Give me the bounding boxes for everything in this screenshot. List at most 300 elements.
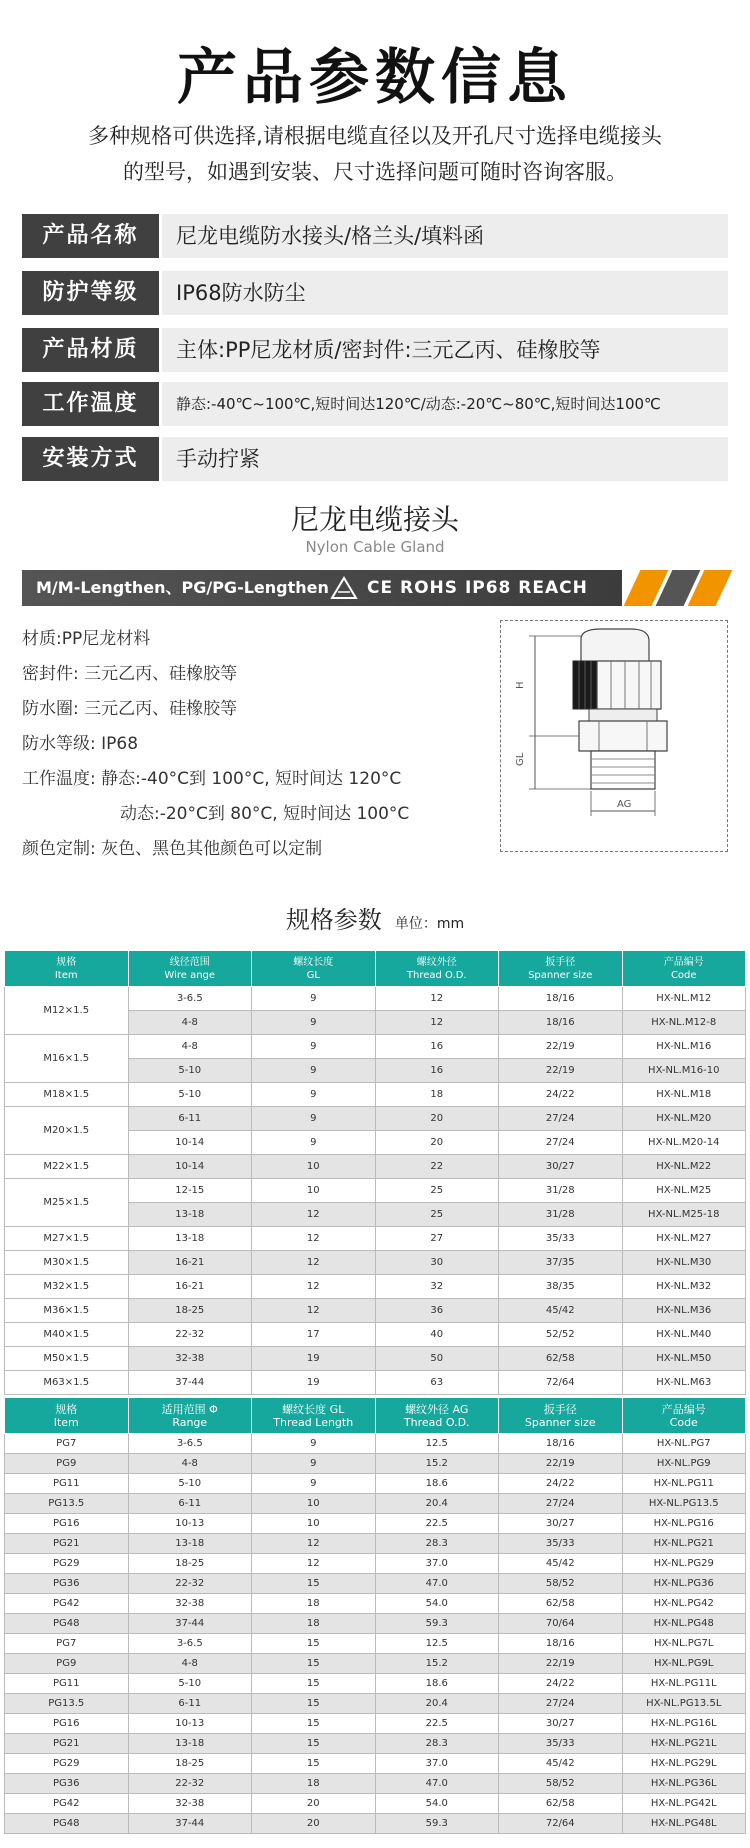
table-row	[5, 1614, 746, 1634]
table-cell: 35/33	[499, 1734, 623, 1754]
banner-series-text: M/M-Lengthen、PG/PG-Lengthen	[36, 578, 329, 597]
table-cell: 24/22	[499, 1083, 623, 1107]
table-cell: 35/33	[499, 1534, 623, 1554]
header-cn: 产品编号	[663, 956, 704, 968]
header-en: Thread Length	[273, 1415, 354, 1429]
table-cell: 22/19	[499, 1059, 623, 1083]
intro-line-1: 多种规格可供选择,请根据电缆直径以及开孔尺寸选择电缆接头	[88, 124, 662, 148]
table-cell: 40	[375, 1323, 499, 1347]
param-value: 主体:PP尼龙材质/密封件:三元乙丙、硅橡胶等	[162, 328, 728, 372]
table-cell: 20.4	[375, 1694, 499, 1714]
spec-temp-dynamic: 动态:-20°C到 80°C, 短时间达 100°C	[120, 804, 410, 824]
table-cell: 18	[252, 1594, 376, 1614]
table-cell: HX-NL.PG7	[622, 1434, 746, 1454]
spec-title: 规格参数	[285, 906, 382, 934]
header-en: Item	[54, 969, 78, 981]
table-cell: 9	[252, 1011, 376, 1035]
param-label: 安装方式	[22, 437, 159, 481]
table-header-cell	[375, 951, 499, 987]
table-cell: HX-NL.M20	[622, 1107, 746, 1131]
table-cell: 9	[252, 1434, 376, 1454]
table-cell: 30/27	[499, 1155, 623, 1179]
table-cell: HX-NL.M18	[622, 1083, 746, 1107]
table-cell: HX-NL.PG42L	[622, 1794, 746, 1814]
table-row	[5, 1514, 746, 1534]
table-row	[5, 1474, 746, 1494]
spec-seal: 密封件: 三元乙丙、硅橡胶等	[22, 664, 238, 684]
table-cell: 10-13	[128, 1514, 252, 1534]
header-cn: 螺纹外径	[416, 956, 457, 968]
item-cell: M36×1.5	[5, 1299, 129, 1323]
table-cell: 18/16	[499, 1011, 623, 1035]
table-header-cell	[128, 951, 252, 987]
table-cell: 5-10	[128, 1083, 252, 1107]
table-cell: 27	[375, 1227, 499, 1251]
table-cell: 22	[375, 1155, 499, 1179]
table-cell: PG9	[5, 1454, 129, 1474]
table-cell: 19	[252, 1347, 376, 1371]
table-cell: 28.3	[375, 1734, 499, 1754]
table-cell: 10-14	[128, 1131, 252, 1155]
table-row	[5, 987, 746, 1011]
header-cn: 螺纹长度 GL	[282, 1402, 345, 1416]
table-cell: 3-6.5	[128, 1434, 252, 1454]
table-cell: 15.2	[375, 1454, 499, 1474]
table-header-cell	[5, 1398, 129, 1434]
page-title: 产品参数信息	[177, 43, 573, 113]
table-row	[5, 1654, 746, 1674]
table-cell: 10	[252, 1155, 376, 1179]
spec-gasket: 防水圈: 三元乙丙、硅橡胶等	[22, 699, 238, 719]
table-row	[5, 1083, 746, 1107]
table-row	[5, 1674, 746, 1694]
item-cell: M22×1.5	[5, 1155, 129, 1179]
table-cell: 32	[375, 1275, 499, 1299]
param-value: IP68防水防尘	[162, 271, 728, 315]
table-cell: 4-8	[128, 1011, 252, 1035]
table-row	[5, 1035, 746, 1059]
ag-label: AG	[617, 799, 632, 810]
table-cell: 12	[252, 1203, 376, 1227]
header-en: Code	[669, 1415, 698, 1429]
table-cell: PG48	[5, 1814, 129, 1834]
item-cell: M40×1.5	[5, 1323, 129, 1347]
table-header-cell	[499, 951, 623, 987]
table-cell: 15	[252, 1574, 376, 1594]
table-cell: 22-32	[128, 1323, 252, 1347]
table-cell: 27/24	[499, 1494, 623, 1514]
table-cell: 5-10	[128, 1674, 252, 1694]
table-cell: PG16	[5, 1714, 129, 1734]
table-cell: 9	[252, 1083, 376, 1107]
table-cell: 12	[375, 987, 499, 1011]
table-cell: 15	[252, 1754, 376, 1774]
header-en: Code	[670, 969, 697, 981]
table-cell: PG7	[5, 1434, 129, 1454]
table-row	[5, 1323, 746, 1347]
product-subtitle: Nylon Cable Gland	[305, 538, 445, 556]
table-cell: 62/58	[499, 1794, 623, 1814]
table-cell: 15	[252, 1634, 376, 1654]
table-cell: HX-NL.M50	[622, 1347, 746, 1371]
table-cell: 22/19	[499, 1454, 623, 1474]
table-cell: 4-8	[128, 1654, 252, 1674]
table-cell: PG36	[5, 1774, 129, 1794]
table-header-cell	[622, 1398, 746, 1434]
metric-spec-table	[4, 950, 746, 1395]
table-cell: 58/52	[499, 1774, 623, 1794]
table-cell: 6-11	[128, 1494, 252, 1514]
table-cell: 15	[252, 1674, 376, 1694]
table-cell: 15	[252, 1694, 376, 1714]
table-row	[5, 1227, 746, 1251]
table-cell: 45/42	[499, 1554, 623, 1574]
table-cell: 3-6.5	[128, 987, 252, 1011]
table-cell: 12	[252, 1554, 376, 1574]
header-en: GL	[306, 969, 320, 981]
table-row	[5, 1179, 746, 1203]
warning-triangle-icon	[330, 576, 358, 600]
table-row	[5, 1275, 746, 1299]
table-cell: 45/42	[499, 1299, 623, 1323]
cable-gland-diagram	[501, 621, 726, 850]
item-cell: M20×1.5	[5, 1107, 129, 1155]
table-cell: HX-NL.PG48	[622, 1614, 746, 1634]
table-cell: PG36	[5, 1574, 129, 1594]
param-label: 产品名称	[22, 214, 159, 258]
header-cn: 规格	[56, 956, 77, 968]
table-cell: 12.5	[375, 1434, 499, 1454]
table-cell: 9	[252, 1131, 376, 1155]
table-row	[5, 1754, 746, 1774]
table-cell: HX-NL.PG36L	[622, 1774, 746, 1794]
table-cell: 17	[252, 1323, 376, 1347]
table-row	[5, 1734, 746, 1754]
table-cell: 18-25	[128, 1554, 252, 1574]
table-cell: 15	[252, 1714, 376, 1734]
table-cell: 20.4	[375, 1494, 499, 1514]
param-label: 产品材质	[22, 328, 159, 372]
table-cell: 9	[252, 1454, 376, 1474]
header-en: Range	[172, 1415, 208, 1429]
table-cell: 37.0	[375, 1754, 499, 1774]
table-cell: 32-38	[128, 1347, 252, 1371]
item-cell: M18×1.5	[5, 1083, 129, 1107]
header-en: Item	[53, 1415, 79, 1429]
header-en: Wire ange	[164, 969, 216, 981]
table-cell: 28.3	[375, 1534, 499, 1554]
table-row	[5, 1454, 746, 1474]
table-cell: 4-8	[128, 1035, 252, 1059]
table-cell: 12.5	[375, 1634, 499, 1654]
item-cell: M27×1.5	[5, 1227, 129, 1251]
table-cell: HX-NL.M36	[622, 1299, 746, 1323]
table-cell: PG13.5	[5, 1494, 129, 1514]
table-header-cell	[499, 1398, 623, 1434]
table-cell: 37-44	[128, 1371, 252, 1395]
table-cell: HX-NL.PG29	[622, 1554, 746, 1574]
table-cell: 18/16	[499, 1434, 623, 1454]
pg-spec-table	[4, 1397, 746, 1834]
intro-text	[40, 118, 710, 190]
table-cell: 22-32	[128, 1774, 252, 1794]
table-cell: 22-32	[128, 1574, 252, 1594]
table-cell: PG21	[5, 1734, 129, 1754]
table-row	[5, 1794, 746, 1814]
table-header-cell	[252, 951, 376, 987]
header-cn: 扳手径	[543, 1402, 577, 1416]
table-cell: 22.5	[375, 1714, 499, 1734]
table-cell: 18/16	[499, 1634, 623, 1654]
table-cell: HX-NL.PG29L	[622, 1754, 746, 1774]
table-cell: 32-38	[128, 1794, 252, 1814]
gl-label: GL	[515, 752, 526, 766]
table-cell: 10-13	[128, 1714, 252, 1734]
table-cell: 70/64	[499, 1614, 623, 1634]
table-cell: 13-18	[128, 1203, 252, 1227]
table-cell: PG42	[5, 1794, 129, 1814]
table-cell: HX-NL.PG9L	[622, 1654, 746, 1674]
table-cell: 12	[375, 1011, 499, 1035]
table-row	[5, 1774, 746, 1794]
table-cell: 30/27	[499, 1714, 623, 1734]
intro-line-2: 的型号，如遇到安装、尺寸选择问题可随时咨询客服。	[123, 160, 627, 184]
table-cell: 20	[252, 1794, 376, 1814]
table-cell: 22/19	[499, 1035, 623, 1059]
table-cell: 20	[252, 1814, 376, 1834]
param-row-name	[22, 214, 728, 258]
header-en: Spanner size	[528, 969, 593, 981]
table-cell: 45/42	[499, 1754, 623, 1774]
table-cell: 30/27	[499, 1514, 623, 1534]
h-label: H	[515, 681, 526, 689]
table-cell: 50	[375, 1347, 499, 1371]
table-cell: 20	[375, 1131, 499, 1155]
param-row-temperature	[22, 382, 728, 426]
spec-color: 颜色定制: 灰色、黑色其他颜色可以定制	[22, 839, 323, 859]
item-cell: M63×1.5	[5, 1371, 129, 1395]
table-cell: 12	[252, 1275, 376, 1299]
table-cell: 59.3	[375, 1614, 499, 1634]
table-cell: HX-NL.M32	[622, 1275, 746, 1299]
table-cell: 47.0	[375, 1774, 499, 1794]
table-cell: HX-NL.M16-10	[622, 1059, 746, 1083]
table-row	[5, 1251, 746, 1275]
table-cell: 35/33	[499, 1227, 623, 1251]
table-cell: 72/64	[499, 1814, 623, 1834]
table-cell: PG7	[5, 1634, 129, 1654]
table-cell: 19	[252, 1371, 376, 1395]
table-row	[5, 1534, 746, 1554]
table-cell: HX-NL.M22	[622, 1155, 746, 1179]
table-cell: 62/58	[499, 1594, 623, 1614]
param-value: 尼龙电缆防水接头/格兰头/填料函	[162, 214, 728, 258]
table-cell: PG21	[5, 1534, 129, 1554]
table-cell: 52/52	[499, 1323, 623, 1347]
table-cell: HX-NL.M25-18	[622, 1203, 746, 1227]
table-cell: PG11	[5, 1674, 129, 1694]
table-cell: 63	[375, 1371, 499, 1395]
table-cell: 25	[375, 1179, 499, 1203]
table-cell: 37-44	[128, 1614, 252, 1634]
cable-gland-drawing	[500, 620, 728, 852]
spec-waterproof: 防水等级: IP68	[22, 734, 139, 754]
table-cell: PG16	[5, 1514, 129, 1534]
table-cell: 9	[252, 1107, 376, 1131]
table-cell: 15.2	[375, 1654, 499, 1674]
table-cell: 27/24	[499, 1694, 623, 1714]
header-cn: 产品编号	[661, 1402, 706, 1416]
item-cell: M50×1.5	[5, 1347, 129, 1371]
table-cell: 10	[252, 1494, 376, 1514]
table-header-cell	[375, 1398, 499, 1434]
table-cell: HX-NL.M30	[622, 1251, 746, 1275]
table-cell: 18-25	[128, 1299, 252, 1323]
table-row	[5, 1434, 746, 1454]
table-cell: 38/35	[499, 1275, 623, 1299]
table-cell: 72/64	[499, 1371, 623, 1395]
param-value: 静态:-40℃~100℃,短时间达120℃/动态:-20℃~80℃,短时间达100℃	[162, 382, 728, 426]
table-cell: HX-NL.PG42	[622, 1594, 746, 1614]
table-cell: 47.0	[375, 1574, 499, 1594]
table-cell: HX-NL.M63	[622, 1371, 746, 1395]
table-cell: 22.5	[375, 1514, 499, 1534]
product-title: 尼龙电缆接头	[290, 503, 459, 536]
table-cell: HX-NL.PG21L	[622, 1734, 746, 1754]
table-cell: HX-NL.PG21	[622, 1534, 746, 1554]
table-cell: PG48	[5, 1614, 129, 1634]
table-row	[5, 1694, 746, 1714]
table-cell: 9	[252, 1474, 376, 1494]
table-cell: HX-NL.M20-14	[622, 1131, 746, 1155]
item-cell: M16×1.5	[5, 1035, 129, 1083]
table-row	[5, 1814, 746, 1834]
table-cell: 54.0	[375, 1794, 499, 1814]
param-label: 工作温度	[22, 382, 159, 426]
table-cell: 5-10	[128, 1474, 252, 1494]
table-cell: PG29	[5, 1554, 129, 1574]
table-cell: 9	[252, 1035, 376, 1059]
param-value: 手动拧紧	[162, 437, 728, 481]
table-cell: 4-8	[128, 1454, 252, 1474]
header-en: Spanner size	[524, 1415, 596, 1429]
table-cell: 31/28	[499, 1179, 623, 1203]
table-cell: 16-21	[128, 1275, 252, 1299]
table-cell: 12	[252, 1299, 376, 1323]
table-cell: 31/28	[499, 1203, 623, 1227]
table-cell: 58/52	[499, 1574, 623, 1594]
table-cell: 6-11	[128, 1694, 252, 1714]
table-row	[5, 1299, 746, 1323]
table-cell: 10	[252, 1179, 376, 1203]
table-cell: 10-14	[128, 1155, 252, 1179]
header-en: Thread O.D.	[403, 1415, 470, 1429]
param-row-install	[22, 437, 728, 481]
table-cell: 16	[375, 1035, 499, 1059]
table-cell: 27/24	[499, 1131, 623, 1155]
item-cell: M12×1.5	[5, 987, 129, 1035]
table-cell: 25	[375, 1203, 499, 1227]
table-header-cell	[622, 951, 746, 987]
table-row	[5, 1494, 746, 1514]
table-row	[5, 1155, 746, 1179]
table-cell: 18.6	[375, 1474, 499, 1494]
table-cell: PG9	[5, 1654, 129, 1674]
table-cell: 18	[375, 1083, 499, 1107]
param-row-material	[22, 328, 728, 372]
param-row-protection	[22, 271, 728, 315]
table-cell: 16	[375, 1059, 499, 1083]
table-cell: 22/19	[499, 1654, 623, 1674]
spec-unit: 单位：mm	[394, 916, 465, 932]
table-cell: HX-NL.M40	[622, 1323, 746, 1347]
table-cell: 16-21	[128, 1251, 252, 1275]
table-cell: 9	[252, 1059, 376, 1083]
header-cn: 线径范围	[169, 956, 210, 968]
table-cell: HX-NL.PG13.5	[622, 1494, 746, 1514]
table-cell: 24/22	[499, 1474, 623, 1494]
table-cell: 15	[252, 1654, 376, 1674]
table-cell: 6-11	[128, 1107, 252, 1131]
table-cell: HX-NL.PG11L	[622, 1674, 746, 1694]
table-cell: HX-NL.PG16	[622, 1514, 746, 1534]
table-cell: 9	[252, 987, 376, 1011]
table-row	[5, 1371, 746, 1395]
table-row	[5, 1594, 746, 1614]
table-cell: 12	[252, 1251, 376, 1275]
table-cell: 62/58	[499, 1347, 623, 1371]
table-cell: HX-NL.PG9	[622, 1454, 746, 1474]
table-header-cell	[128, 1398, 252, 1434]
spec-material: 材质:PP尼龙材料	[22, 629, 151, 649]
table-cell: 13-18	[128, 1734, 252, 1754]
table-cell: PG29	[5, 1754, 129, 1774]
table-cell: HX-NL.PG48L	[622, 1814, 746, 1834]
table-cell: PG42	[5, 1594, 129, 1614]
table-cell: HX-NL.PG11	[622, 1474, 746, 1494]
table-row	[5, 1107, 746, 1131]
table-cell: PG11	[5, 1474, 129, 1494]
table-cell: HX-NL.M16	[622, 1035, 746, 1059]
item-cell: M25×1.5	[5, 1179, 129, 1227]
table-cell: 13-18	[128, 1534, 252, 1554]
table-cell: 18	[252, 1774, 376, 1794]
table-cell: 36	[375, 1299, 499, 1323]
spec-heading	[0, 900, 750, 935]
table-cell: 18/16	[499, 987, 623, 1011]
table-cell: 12	[252, 1227, 376, 1251]
table-header-cell	[252, 1398, 376, 1434]
table-cell: 10	[252, 1514, 376, 1534]
table-cell: HX-NL.PG7L	[622, 1634, 746, 1654]
item-cell: M32×1.5	[5, 1275, 129, 1299]
table-header-cell	[5, 951, 129, 987]
table-cell: PG13.5	[5, 1694, 129, 1714]
table-cell: 15	[252, 1734, 376, 1754]
header-en: Thread O.D.	[406, 969, 467, 981]
table-cell: 12	[252, 1534, 376, 1554]
table-cell: 24/22	[499, 1674, 623, 1694]
param-label: 防护等级	[22, 271, 159, 315]
table-cell: HX-NL.PG13.5L	[622, 1694, 746, 1714]
table-row	[5, 1347, 746, 1371]
header-cn: 螺纹外径 AG	[405, 1402, 469, 1416]
table-cell: 54.0	[375, 1594, 499, 1614]
table-row	[5, 1554, 746, 1574]
table-cell: 3-6.5	[128, 1634, 252, 1654]
header-cn: 适用范围 Φ	[161, 1402, 218, 1416]
table-cell: 18	[252, 1614, 376, 1634]
